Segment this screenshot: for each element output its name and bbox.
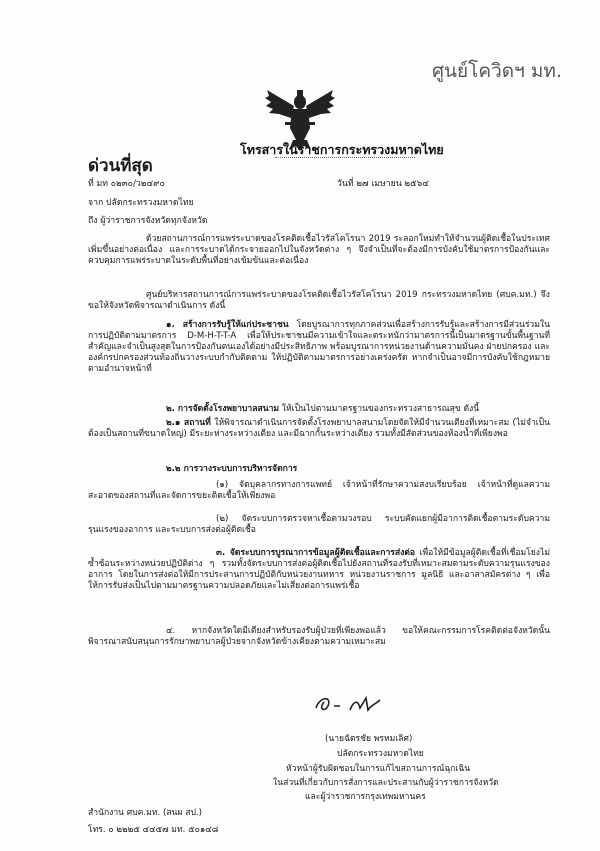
item-1 [88,320,550,375]
dotted-divider [275,157,415,158]
item-2-1 [88,418,550,440]
item-2-2-sub-1: (๑) จัดบุคลากรทางการแพทย์ เจ้าหน้าที่รักษาความสงบเรียบร้อย เจ้าหน้าที่ดูแลความสะอาดของสถานที่และจัดการขยะติดเชื้อให้เพียงพอ [88,480,550,501]
signer-role-2: ในส่วนที่เกี่ยวกับการสั่งการและประสานกับผู้ว่าราชการจังหวัด [273,778,499,788]
paragraph-intro: ด้วยสถานการณ์การแพร่ระบาดของโรคติดเชื้อไวรัสโคโรนา 2019 ระลอกใหม่ทำให้จำนวนผู้ติดเชื้อในประเทศเพิ่มขึ้นอย่างต่อเนื่อง และการระบาดได้กระจายออกไปในจังหวัดต่าง ๆ จึงจำเป็นที่จะต้องมีการบังคับใช้มาตรการป้องกันและควบคุมการแพร่ระบาดในระดับพื้นที่อย่างเข้มข้นและต่อเนื่อง [88,234,550,266]
item-3 [88,548,550,592]
office-line: สำนักงาน ศบค.มท. (สนผ สป.) [88,808,202,818]
sender-line: จาก ปลัดกระทรวงมหาดไทย [88,198,194,208]
item-2-heading: ๒. การจัดตั้งโรงพยาบาลสนาม [166,404,280,414]
item-1-heading: ๑. สร้างการรับรู้ให้แก่ประชาชน [166,320,289,330]
signer-role-3: และผู้ว่าราชการกรุงเทพมหานคร [305,792,426,802]
paragraph-request: ศูนย์บริหารสถานการณ์การแพร่ระบาดของโรคติดเชื้อไวรัสโคโรนา 2019 กระทรวงมหาดไทย (ศบค.มท.) จึงขอให้จังหวัดพิจารณาดำเนินการ ดังนี้ [88,290,550,311]
signer-role-1: หัวหน้าผู้รับผิดชอบในการแก้ไขสถานการณ์ฉุกเฉิน [286,764,471,774]
item-2-1-heading: ๒.๑ สถานที่ [166,418,211,428]
document-type-title: โทรสารในราชการกระทรวงมหาดไทย [240,142,444,157]
signer-title: ปลัดกระทรวงมหาดไทย [337,749,424,759]
handwritten-signature [310,690,388,718]
item-2-text: ให้เป็นไปตามมาตรฐานของกระทรวงสาธารณสุข ดังนี้ [279,404,480,414]
recipient-line: ถึง ผู้ว่าราชการจังหวัดทุกจังหวัด [88,216,208,226]
phone-line: โทร. ๐ ๒๒๒๕ ๔๔๕๗ มท. ๕๐๑๔๘ [88,825,219,835]
item-3-text: เพื่อให้มีข้อมูลผู้ติดเชื้อที่เชื่อมโยงไม่ซ้ำซ้อนระหว่างหน่วยปฏิบัติต่าง ๆ รวมทั้งจัดระบบการส่งต่อผู้ติดเชื้อไปยังสถานที่รองรับที่เหมาะสมตามระดับความรุนแรงของอาการ โดยในการส่งต่อให้มีการประสานการปฏิบัติกับหน่วยงานทหาร หน่วยงานราชการ มูลนิธิ และอาสาสมัครต่าง ๆ เพื่อให้การรับส่งเป็นไปตามมาตรฐานความปลอดภัยและไม่เสี่ยงต่อการแพร่เชื้อ [88,548,550,591]
item-2 [88,404,550,415]
urgency-label: ด่วนที่สุด [88,156,153,176]
item-2-2-sub-2: (๒) จัดระบบการตรวจหาเชื้อตามวงรอบ ระบบคัดแยกผู้มีอาการติดเชื้อตามระดับความรุนแรงของอาการ และระบบการส่งต่อผู้ติดเชื้อ [88,514,550,535]
document-date: วันที่ ๒๗ เมษายน ๒๕๖๔ [337,179,429,189]
reference-number: ที่ มท ๐๒๓๐/ว๒๔๙๐ [88,179,165,189]
signer-name: (นายฉัตรชัย พรหมเลิศ) [325,734,413,744]
item-1-text: โดยบูรณาการทุกภาคส่วนเพื่อสร้างการรับรู้และสร้างการมีส่วนร่วมในการปฏิบัติตามมาตรการ D-M-H-T-T-A เพื่อให้ประชาชนมีความเข้าใจและตระหนักว่ามาตรการนี้เป็นมาตรฐานขั้นพื้นฐานที่สำคัญและจำเป็นสูงสุดในการป้องกันตนเองได้อย่างมีประสิทธิภาพ พร้อมบูรณาการหน่วยงานด้านความมั่นคง ฝ่ายปกครอง และองค์กรปกครองส่วนท้องถิ่นวางระบบกำกับติดตาม ให้ปฏิบัติตามมาตรการอย่างเคร่งครัด หากจำเป็นอาจมีการบังคับใช้กฎหมายตามอำนาจหน้าที่ [88,320,550,374]
item-3-heading: ๓. จัดระบบการบูรณาการข้อมูลผู้ติดเชื้อและการส่งต่อ [216,548,416,558]
item-2-2-heading: ๒.๒ การวางระบบการบริหารจัดการ [166,464,298,474]
receiving-stamp: ศูนย์โควิดฯ มท. [432,60,562,82]
item-4: ๔. หากจังหวัดใดมีเตียงสำหรับรองรับผู้ป่วยที่เพียงพอแล้ว ขอให้คณะกรรมการโรคติดต่อจังหวัดนั้น พิจารณาสนับสนุนการรักษาพยาบาลผู้ป่วยจากจังหวัดข้างเคียงตามความเหมาะสม [88,626,550,647]
item-2-1-text: ให้พิจารณาดำเนินการจัดตั้งโรงพยาบาลสนามโดยจัดให้มีจำนวนเตียงที่เหมาะสม (ไม่จำเป็นต้องเป็นสถานที่ขนาดใหญ่) มีระยะห่างระหว่างเตียง และมีฉากกั้นระหว่างเตียง รวมทั้งมีสัดส่วนของห้องน้ำที่เพียงพอ [88,418,550,439]
